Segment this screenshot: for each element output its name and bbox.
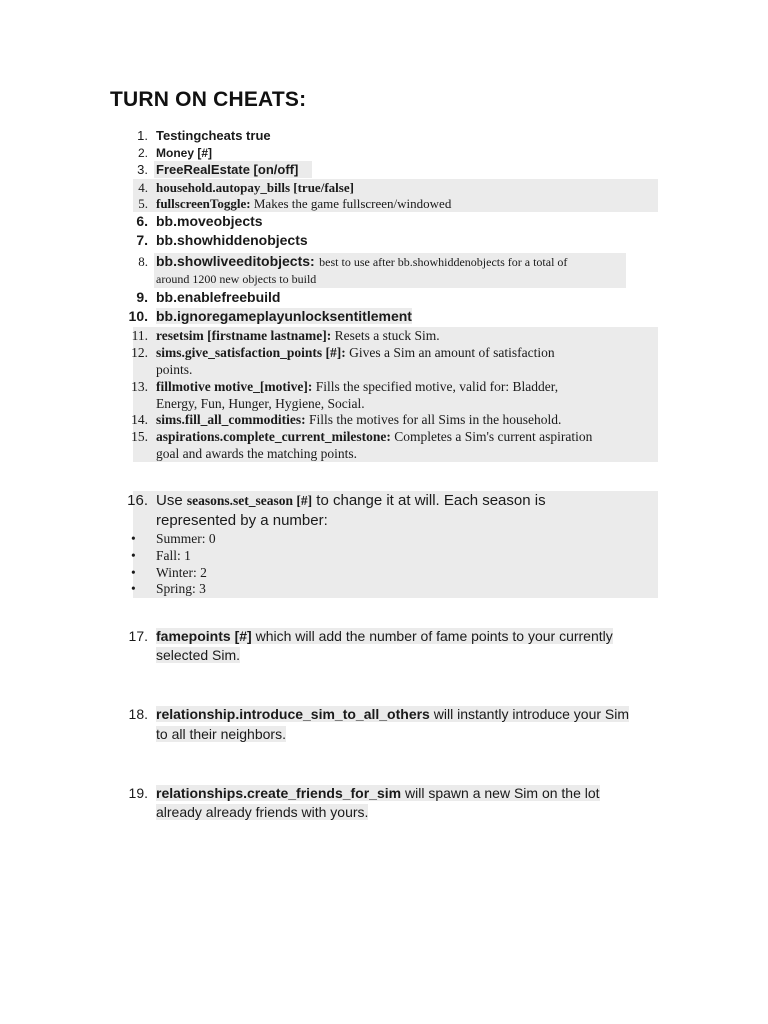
item-command: relationships.create_friends_for_sim [156, 785, 402, 801]
item-number: 19. [128, 785, 148, 801]
item-command: household.autopay_bills [true/false] [156, 180, 354, 195]
item-description: to all their neighbors. [156, 726, 286, 742]
season-value: Winter: 2 [156, 565, 207, 580]
item-description: will instantly introduce your Sim [433, 706, 630, 722]
item-command: bb.ignoregameplayunlocksentitlement [156, 308, 412, 324]
item-command: Money [#] [156, 146, 213, 160]
item-description: goal and awards the matching points. [156, 446, 357, 461]
bullet-icon: • [131, 581, 136, 596]
item-number: 8. [138, 254, 148, 269]
item-number: 10. [128, 308, 148, 324]
bullet-icon: • [131, 565, 136, 580]
item-command: resetsim [firstname lastname]: [156, 328, 332, 343]
item-command: aspirations.complete_current_milestone: [156, 429, 391, 444]
page-title: TURN ON CHEATS: [110, 88, 307, 111]
item-description: best to use after bb.showhiddenobjects for a total of [319, 255, 568, 269]
item-text [156, 706, 629, 722]
item-command: Testingcheats true [156, 128, 271, 143]
item-description: Gives a Sim an amount of satisfaction [349, 345, 555, 360]
item-description: which will add the number of fame points to your currently [255, 628, 613, 644]
season-value: Spring: 3 [156, 581, 206, 596]
season-value: Summer: 0 [156, 531, 216, 546]
item-text [156, 412, 561, 428]
item-description: to change it at will. Each season is [316, 492, 546, 509]
item-description: already already friends with yours. [156, 804, 369, 820]
item-command: fillmotive motive_[motive]: [156, 379, 313, 394]
item-description: Completes a Sim's current aspiration [394, 429, 593, 444]
item-number: 11. [131, 328, 148, 343]
item-text [156, 429, 592, 445]
item-command: sims.give_satisfaction_points [#]: [156, 345, 346, 360]
item-command: relationship.introduce_sim_to_all_others [156, 706, 430, 722]
item-number: 12. [131, 345, 148, 360]
item-text [156, 628, 613, 644]
item-number: 4. [138, 180, 148, 195]
item-command: bb.enablefreebuild [156, 289, 281, 305]
item-description: selected Sim. [156, 647, 241, 663]
item-number: 17. [128, 628, 148, 644]
item-command: famepoints [#] [156, 628, 252, 644]
item-text [156, 328, 440, 344]
item-description: points. [156, 362, 193, 377]
item-number: 18. [128, 706, 148, 722]
item-number: 16. [127, 492, 148, 509]
item-command: seasons.set_season [#] [186, 493, 313, 508]
item-text [156, 379, 558, 395]
item-text [156, 196, 451, 212]
item-number: 13. [131, 379, 148, 394]
item-description: Fills the specified motive, valid for: Bladder, [315, 379, 559, 394]
item-command: sims.fill_all_commodities: [156, 412, 306, 427]
item-number: 14. [131, 412, 148, 427]
item-description: will spawn a new Sim on the lot [405, 785, 600, 801]
item-number: 2. [137, 146, 148, 160]
item-command: bb.moveobjects [156, 213, 263, 229]
bullet-icon: • [131, 548, 136, 563]
item-description: Fills the motives for all Sims in the household. [308, 412, 562, 427]
season-intro: Use [156, 492, 183, 509]
item-number: 3. [137, 162, 148, 177]
item-text [156, 253, 567, 271]
item-description: Resets a stuck Sim. [334, 328, 440, 343]
item-description: around 1200 new objects to build [156, 272, 317, 286]
item-command: FreeRealEstate [on/off] [156, 162, 299, 177]
item-description: represented by a number: [156, 512, 328, 529]
item-number: 6. [136, 213, 148, 229]
item-description: Energy, Fun, Hunger, Hygiene, Social. [156, 396, 365, 411]
item-command: fullscreenToggle: [156, 196, 251, 211]
item-text [156, 345, 555, 361]
season-value: Fall: 1 [156, 548, 191, 563]
item-number: 15. [131, 429, 148, 444]
item-description: Makes the game fullscreen/windowed [253, 196, 452, 211]
item-number: 1. [137, 128, 148, 143]
item-number: 9. [136, 289, 148, 305]
item-number: 5. [138, 196, 148, 211]
item-text [156, 492, 546, 509]
bullet-icon: • [131, 531, 136, 546]
item-number: 7. [136, 232, 148, 248]
item-command: bb.showhiddenobjects [156, 232, 308, 248]
item-command: bb.showliveeditobjects: [156, 253, 315, 269]
item-text [156, 785, 600, 801]
